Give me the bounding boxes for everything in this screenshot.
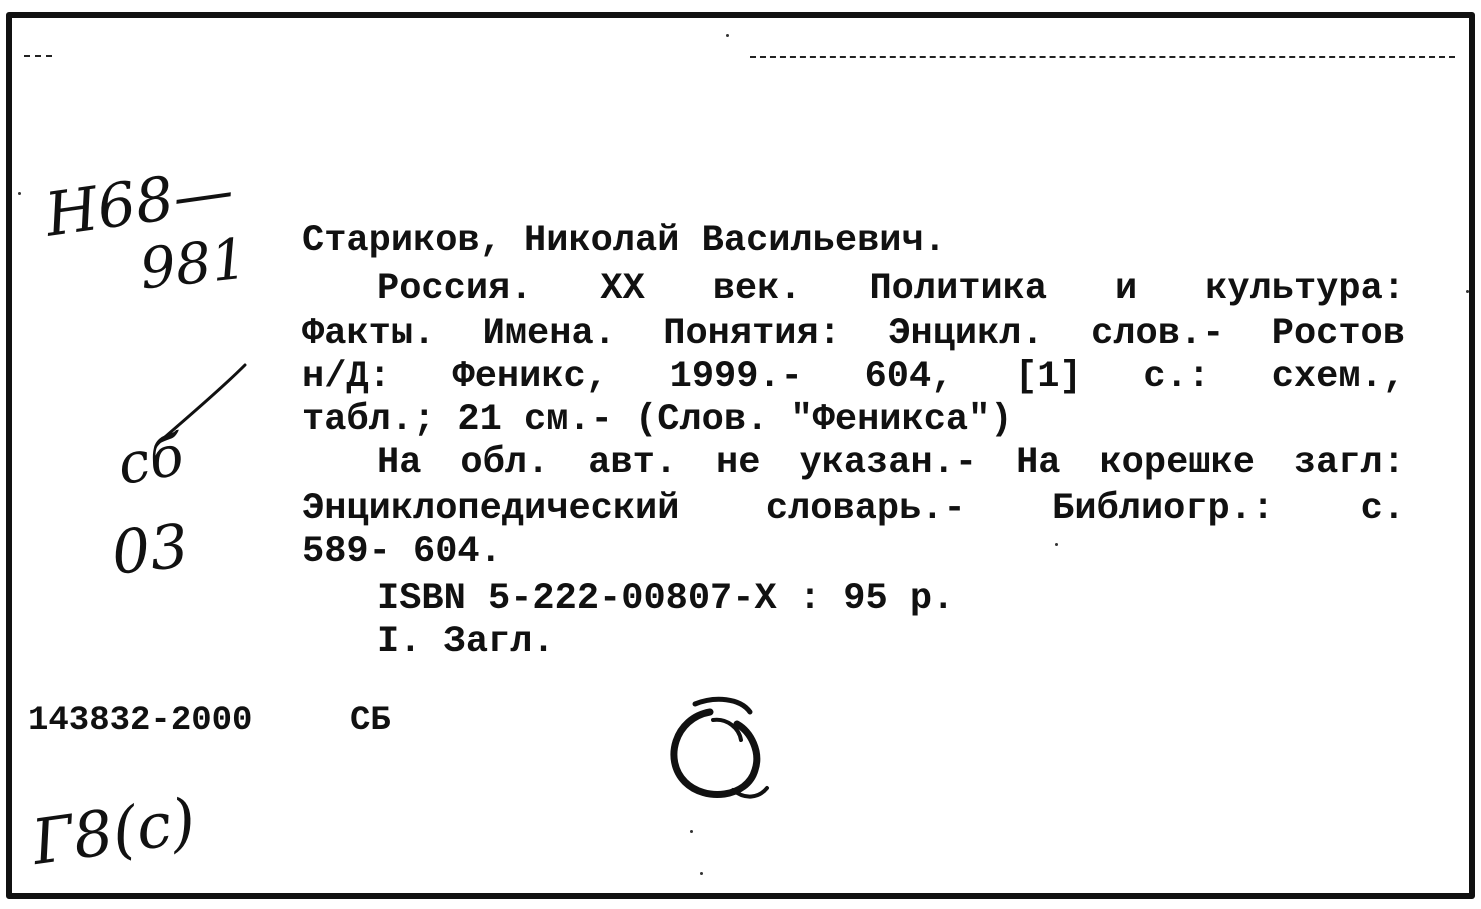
word: с. [1360,488,1405,530]
top-dashed-rule-right [750,56,1455,58]
ink-stamp-mark [655,690,785,810]
word: Россия. [377,268,533,310]
word: авт. [588,442,678,484]
word: указан.- [799,442,978,484]
word: схем., [1271,356,1405,398]
word: корешке [1099,442,1255,484]
note-line-2 [302,488,1405,531]
word: с.: [1143,356,1211,398]
word: 604, [864,356,954,398]
word: 1999.- [669,356,803,398]
title-line-3 [302,356,1405,399]
note-line-3: 589- 604. [302,531,502,573]
scan-speck [700,872,703,875]
word: век. [712,268,802,310]
word: Факты. [302,313,436,355]
word: загл: [1293,442,1405,484]
accession-number: 143832-2000 [28,702,253,740]
title-line-1 [377,268,1405,311]
collection-code: СБ [350,702,391,740]
word: Энциклопедический [302,488,680,530]
handwritten-shelfmark-line1: Н68— [41,155,238,251]
handwritten-mark-03: 03 [108,511,192,589]
word: н/Д: [302,356,391,398]
isbn-line: ISBN 5-222-00807-X : 95 р. [377,578,955,620]
title-line-2 [302,313,1405,356]
word: На [1016,442,1061,484]
word: Имена. [482,313,616,355]
word: На [377,442,422,484]
word: XX [600,268,645,310]
scan-speck [726,34,729,37]
handwritten-shelfmark-line2: 981 [136,226,250,303]
handwritten-mark-bottom: Г8(с) [27,783,200,880]
word: словарь.- [765,488,966,530]
scan-speck [18,192,21,195]
word: Феникс, [452,356,608,398]
word: обл. [460,442,550,484]
top-dashed-rule-left [24,55,52,57]
scan-speck [1055,543,1058,546]
word: не [716,442,761,484]
word: [1] [1015,356,1082,398]
handwritten-mark-sb: сб [112,422,189,499]
scan-speck [1466,290,1469,293]
title-line-4: табл.; 21 см.- (Слов. "Феникса") [302,399,1013,441]
word: культура: [1205,268,1405,310]
word: слов.- [1091,313,1225,355]
word: и [1115,268,1138,310]
scan-speck [690,830,693,833]
word: Ростов [1271,313,1405,355]
note-line-1 [377,442,1405,485]
word: Библиогр.: [1052,488,1275,530]
word: Политика [869,268,1048,310]
author-line: Стариков, Николай Васильевич. [302,220,946,262]
added-entry-line: I. Загл. [377,621,555,663]
word: Понятия: [663,313,841,355]
word: Энцикл. [888,313,1044,355]
